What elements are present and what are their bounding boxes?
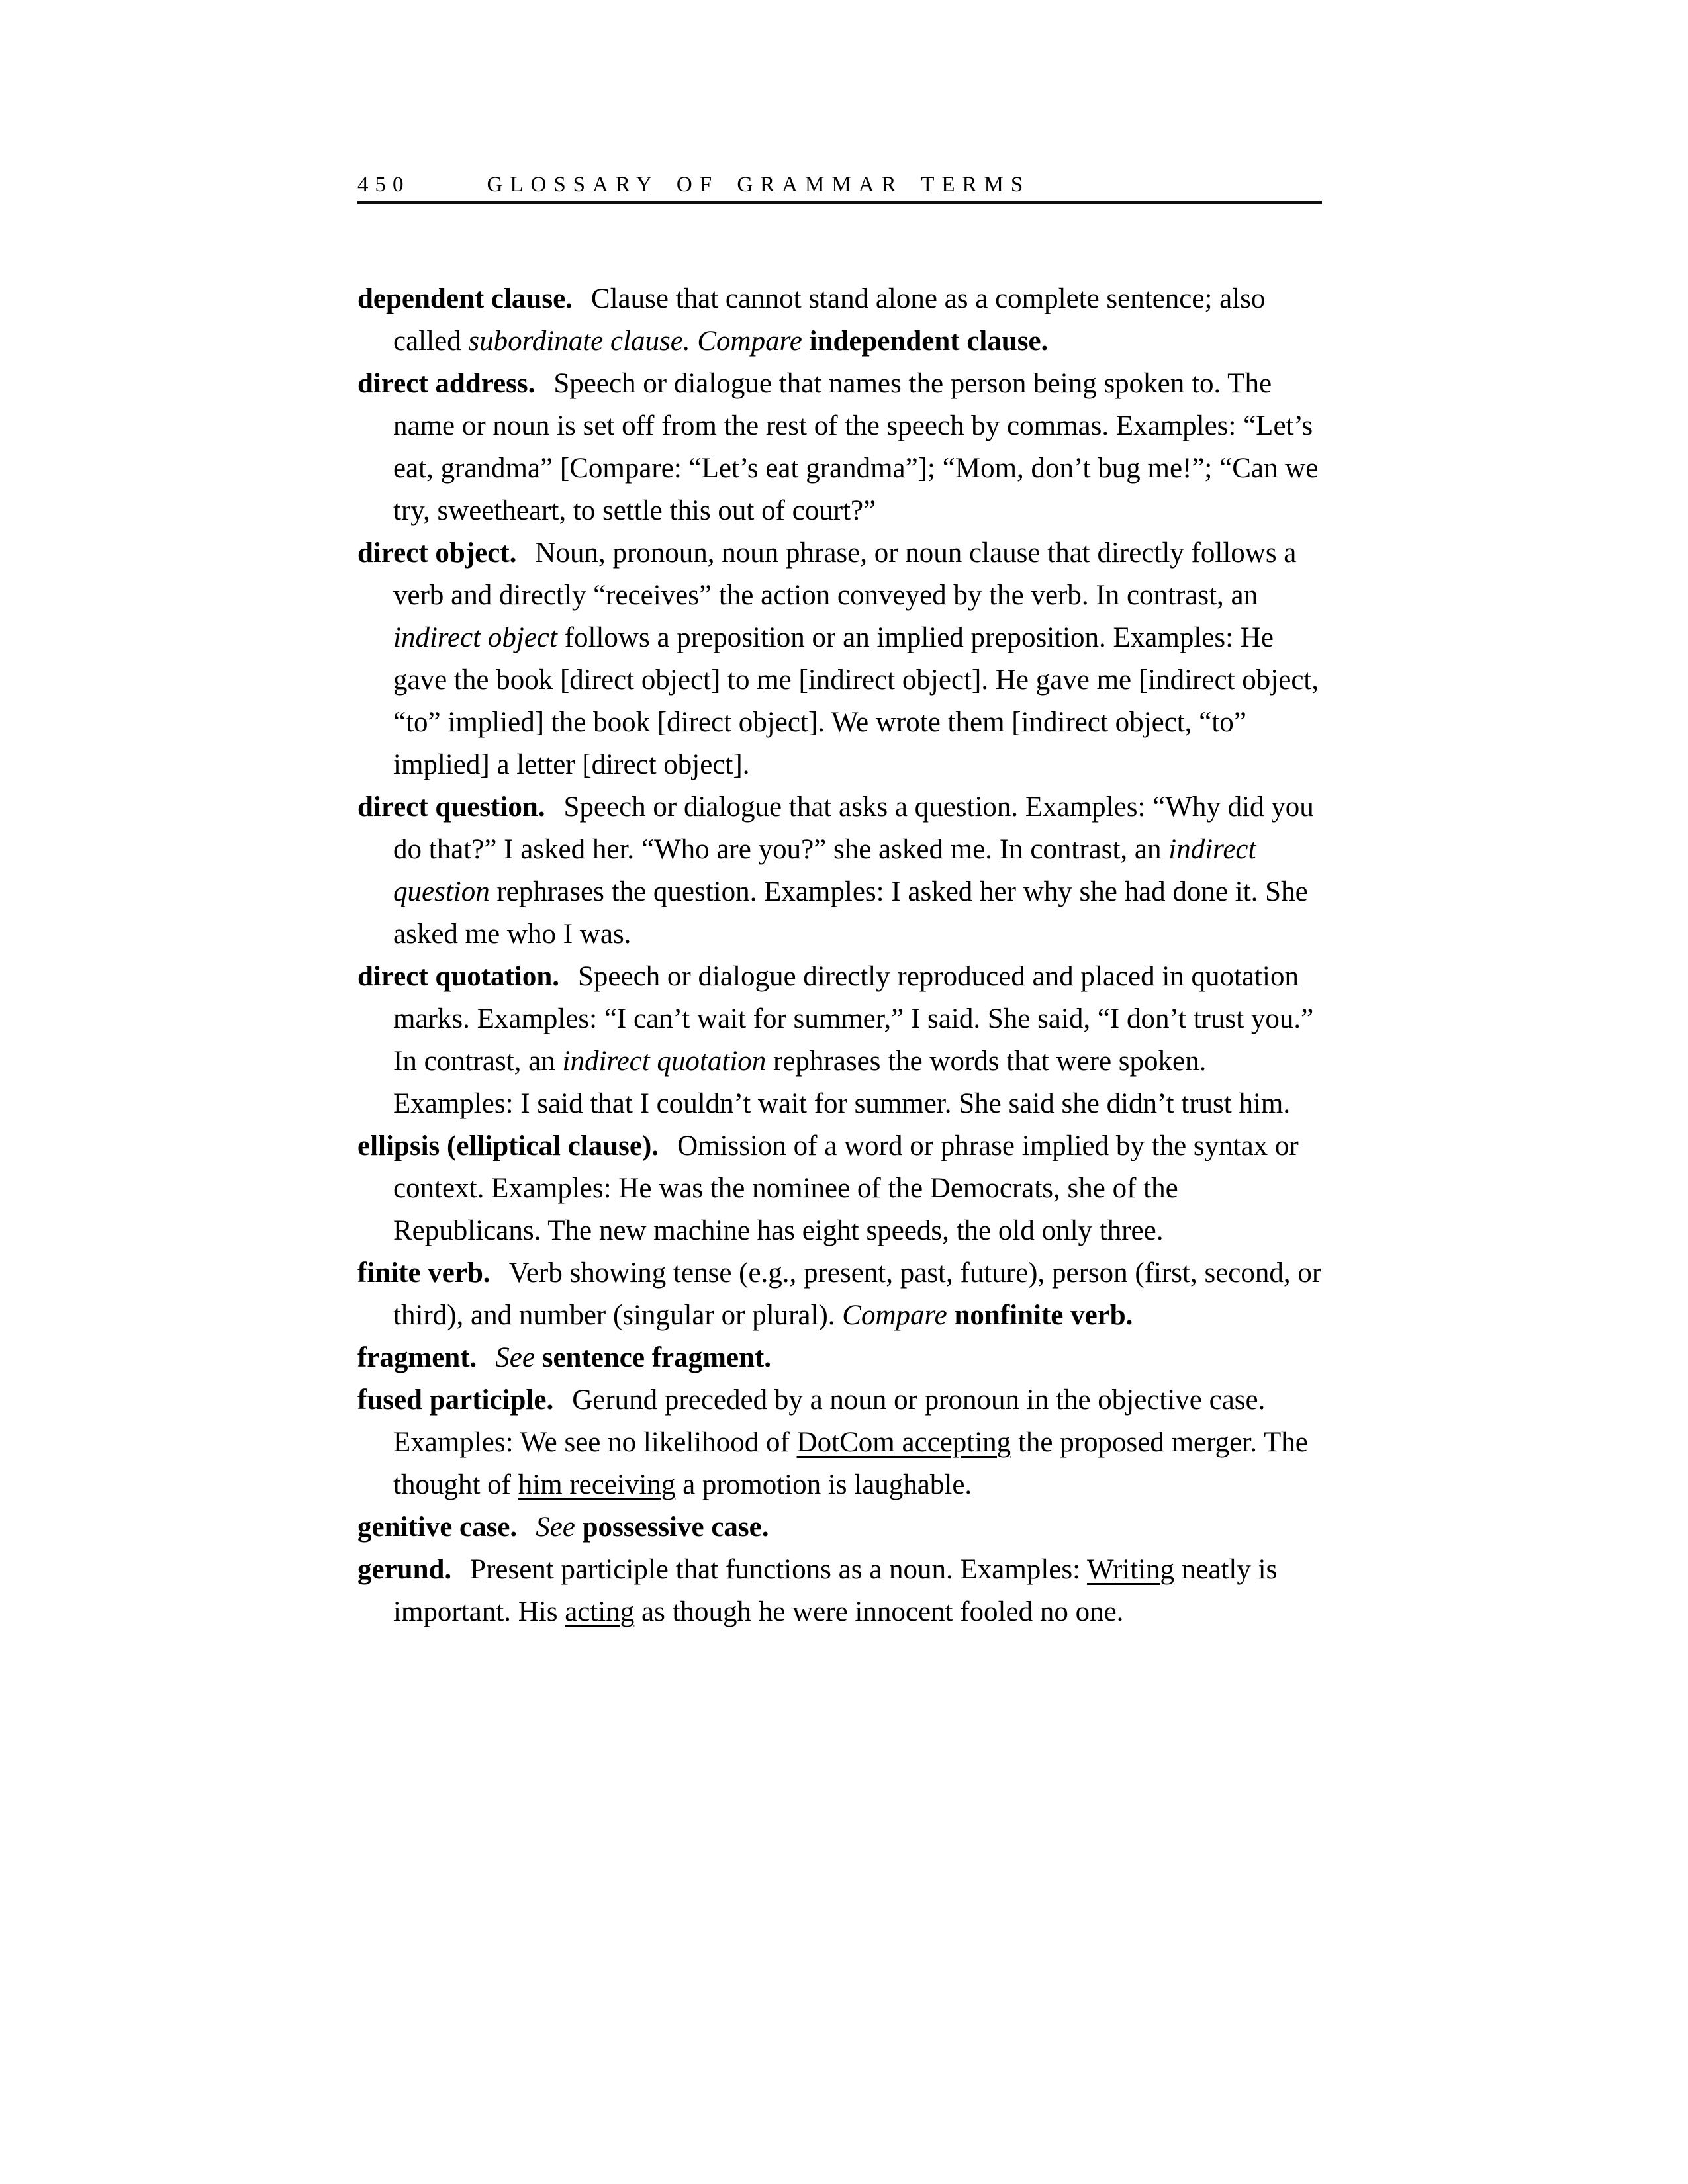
- definition-segment: indirect object: [393, 622, 557, 653]
- definition-segment: neatly is important. His: [393, 1554, 1278, 1627]
- header-rule: [357, 201, 1322, 204]
- glossary-term: gerund.: [357, 1554, 452, 1585]
- definition-segment: Compare: [842, 1300, 947, 1331]
- definition-segment: Gerund preceded by a noun or pronoun in the objective case. Examples: We see no likelihood of: [393, 1385, 1266, 1458]
- glossary-entry: [357, 532, 1324, 786]
- glossary-entry: [357, 1337, 1324, 1379]
- definition-segment: Speech or dialogue that names the person being spoken to. The name or noun is set off from the rest of the speech by commas. Examples: “Let’s eat, grandma” [Compare: “Let’s eat grandma”]; “Mom, don’t bug me!”; “Can we try, sweetheart, to settle this out of court?”: [393, 368, 1319, 526]
- definition-segment: Omission of a word or phrase implied by the syntax or context. Examples: He was the nominee of the Democrats, she of the Republicans. The new machine has eight speeds, the old only three.: [393, 1130, 1299, 1246]
- glossary-term: direct address.: [357, 368, 536, 399]
- page-header: [357, 174, 1030, 196]
- definition-segment: acting: [565, 1596, 635, 1627]
- glossary-term: genitive case.: [357, 1512, 518, 1543]
- definition-segment: [535, 1342, 542, 1373]
- glossary-term: direct quotation.: [357, 961, 559, 992]
- definition-segment: independent clause.: [809, 326, 1049, 357]
- glossary-entry: [357, 1549, 1324, 1633]
- glossary-entry: [357, 956, 1324, 1125]
- glossary-entry: [357, 363, 1324, 532]
- definition-segment: rephrases the words that were spoken. Examples: I said that I couldn’t wait for summer. She said she didn’t trust him.: [393, 1046, 1291, 1119]
- definition-segment: follows a preposition or an implied preposition. Examples: He gave the book [direct object] to me [indirect object]. He gave me [indirect object, “to” implied] the book [direct object]. We wrote them [indirect object, “to” implied] a letter [direct object].: [393, 622, 1319, 780]
- definition-segment: nonfinite verb.: [954, 1300, 1133, 1331]
- definition-segment: him receiving: [518, 1469, 676, 1500]
- definition-segment: as though he were innocent fooled no one.: [634, 1596, 1124, 1627]
- definition-segment: See: [495, 1342, 535, 1373]
- glossary-term: dependent clause.: [357, 283, 573, 314]
- glossary-term: finite verb.: [357, 1257, 491, 1289]
- definition-segment: subordinate clause.: [468, 326, 690, 357]
- glossary-entry: [357, 1379, 1324, 1506]
- glossary-term: fragment.: [357, 1342, 477, 1373]
- glossary-term: ellipsis (elliptical clause).: [357, 1130, 659, 1161]
- definition-segment: Clause that cannot stand alone as a complete sentence; also called: [393, 283, 1266, 357]
- glossary-term: direct object.: [357, 537, 517, 569]
- definition-segment: Compare: [697, 326, 802, 357]
- glossary-entry: [357, 786, 1324, 956]
- definition-segment: Noun, pronoun, noun phrase, or noun clause that directly follows a verb and directly “receives” the action conveyed by the verb. In contrast, an: [393, 537, 1297, 611]
- running-head: GLOSSARY OF GRAMMAR TERMS: [487, 173, 1031, 197]
- definition-segment: sentence fragment.: [541, 1342, 771, 1373]
- definition-segment: the proposed merger. The thought of: [393, 1427, 1308, 1500]
- definition-segment: a promotion is laughable.: [675, 1469, 972, 1500]
- definition-segment: DotCom accepting: [796, 1427, 1011, 1458]
- definition-segment: indirect question: [393, 834, 1256, 907]
- glossary-entry: [357, 278, 1324, 363]
- definition-segment: See: [536, 1512, 575, 1543]
- definition-segment: rephrases the question. Examples: I asked her why she had done it. She asked me who I was.: [393, 876, 1308, 950]
- glossary-term: fused participle.: [357, 1385, 554, 1416]
- glossary-entry: [357, 1252, 1324, 1337]
- definition-segment: [690, 326, 698, 357]
- glossary-entry: [357, 1125, 1324, 1252]
- glossary-list: [357, 278, 1324, 1633]
- definition-segment: [575, 1512, 583, 1543]
- glossary-entry: [357, 1506, 1324, 1549]
- definition-segment: [947, 1300, 955, 1331]
- definition-segment: indirect quotation: [562, 1046, 767, 1077]
- definition-segment: Present participle that functions as a noun. Examples:: [470, 1554, 1088, 1585]
- definition-segment: possessive case.: [582, 1512, 769, 1543]
- definition-segment: [802, 326, 810, 357]
- definition-segment: Speech or dialogue that asks a question. Examples: “Why did you do that?” I asked her. “Who are you?” she asked me. In contrast, an: [393, 792, 1314, 865]
- definition-segment: Speech or dialogue directly reproduced and placed in quotation marks. Examples: “I can’t wait for summer,” I said. She said, “I don’t trust you.” In contrast, an: [393, 961, 1314, 1077]
- page-number: 450: [357, 173, 410, 197]
- glossary-term: direct question.: [357, 792, 545, 823]
- definition-segment: Writing: [1087, 1554, 1175, 1585]
- definition-segment: Verb showing tense (e.g., present, past, future), person (first, second, or third), and number (singular or plural).: [393, 1257, 1322, 1331]
